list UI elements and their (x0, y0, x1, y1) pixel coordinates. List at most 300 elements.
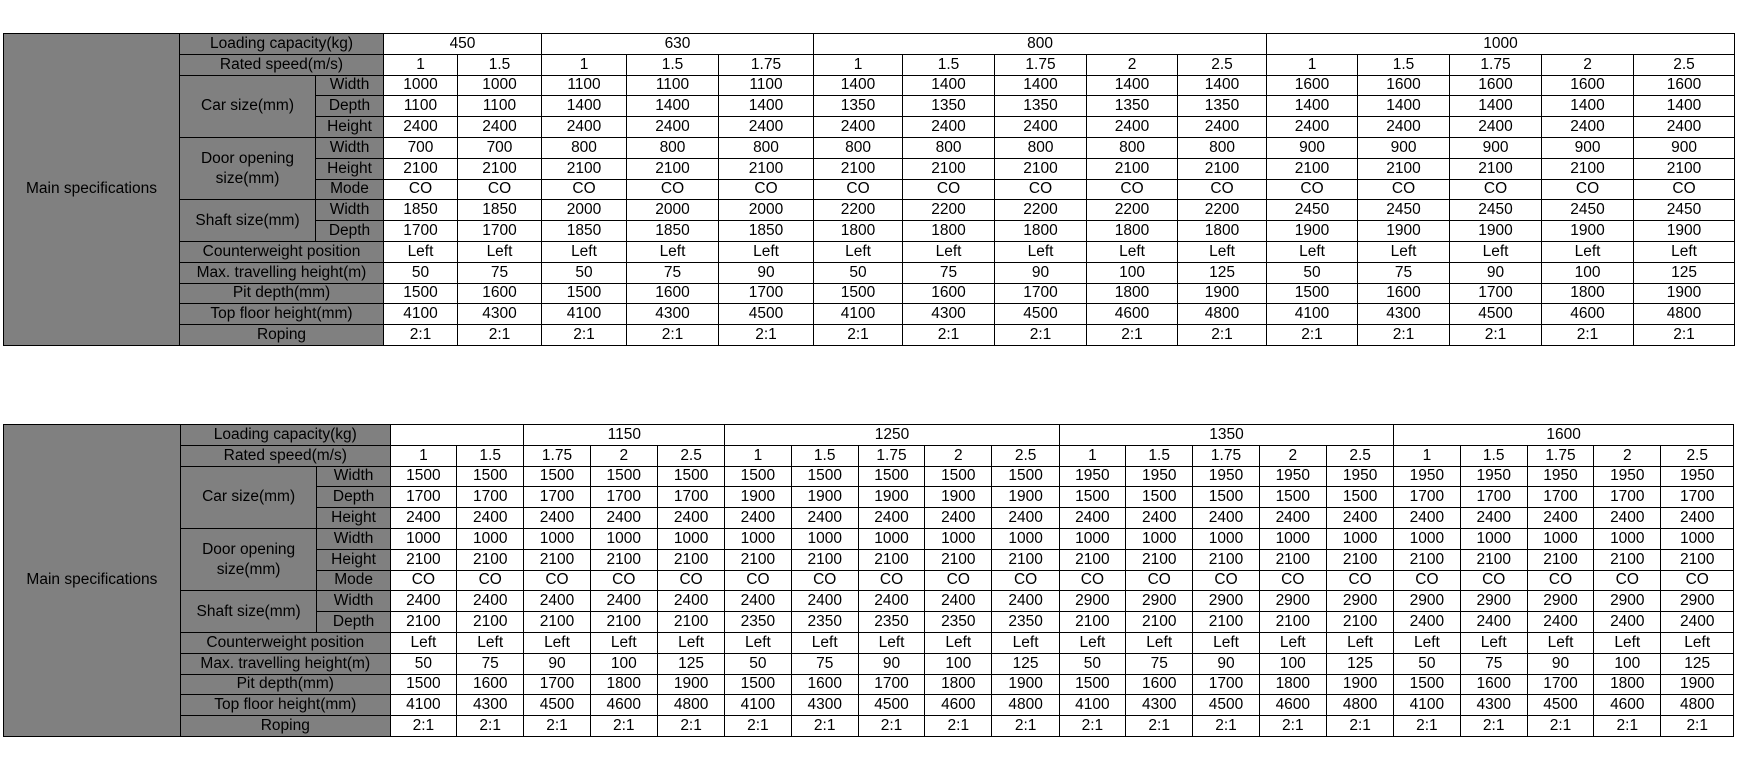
rated-speed-value: 2 (590, 445, 657, 466)
car-width-value: 1950 (1326, 466, 1393, 487)
car-depth-value: 1500 (1059, 487, 1125, 508)
door-width-value: 1000 (590, 528, 657, 549)
car-height-value: 2400 (458, 117, 542, 138)
door-height-value: 2100 (1087, 158, 1178, 179)
capacity-group (390, 425, 524, 446)
car-depth-value: 1700 (1460, 487, 1527, 508)
top-floor-height-value: 4800 (992, 695, 1059, 716)
car-depth-value: 1700 (1661, 487, 1734, 508)
shaft-depth-value: 2400 (1394, 612, 1460, 633)
shaft-width-value: 2900 (1460, 591, 1527, 612)
top-floor-height-value: 4500 (1527, 695, 1593, 716)
capacity-group: 1150 (524, 425, 725, 446)
top-floor-height-value: 4300 (903, 304, 995, 325)
car-width-value: 1500 (925, 466, 992, 487)
door-height-value: 2100 (590, 549, 657, 570)
car-width-value: 1400 (1178, 75, 1267, 96)
shaft-width-value: 2400 (858, 591, 924, 612)
door-mode-value: CO (992, 570, 1059, 591)
car-depth-value: 1400 (719, 96, 814, 117)
pit-depth-value: 1600 (458, 283, 542, 304)
car-width-value: 1500 (725, 466, 791, 487)
door-height-value: 2100 (524, 549, 590, 570)
roping-value: 2:1 (858, 716, 924, 737)
door-width-value: 1000 (725, 528, 791, 549)
car-width-value: 1950 (1527, 466, 1593, 487)
car-height-value: 2400 (858, 508, 924, 529)
door-mode-value: CO (1394, 570, 1460, 591)
door-width-label: Width (317, 528, 390, 549)
rated-speed-value: 1.75 (995, 54, 1087, 75)
shaft-width-value: 2900 (1126, 591, 1193, 612)
door-mode-value: CO (1661, 570, 1734, 591)
max-travelling-height-value: 75 (457, 653, 524, 674)
door-width-value: 1000 (1594, 528, 1661, 549)
shaft-depth-label: Depth (316, 221, 384, 242)
car-height-value: 2400 (1087, 117, 1178, 138)
roping-row (4, 716, 1734, 737)
rated-speed-value: 2.5 (1661, 445, 1734, 466)
car-size-label: Car size(mm) (180, 466, 317, 528)
car-height-value: 2400 (1661, 508, 1734, 529)
car-width-value: 1950 (1259, 466, 1326, 487)
roping-value: 2:1 (1193, 716, 1259, 737)
shaft-width-value: 2450 (1267, 200, 1358, 221)
roping-value: 2:1 (542, 325, 627, 346)
top-floor-height-value: 4800 (1634, 304, 1735, 325)
door-mode-value: CO (1542, 179, 1634, 200)
shaft-depth-value: 1800 (814, 221, 903, 242)
top-floor-height-value: 4500 (719, 304, 814, 325)
door-height-label: Height (316, 158, 384, 179)
capacity-group: 1350 (1059, 425, 1394, 446)
pit-depth-value: 1600 (1460, 674, 1527, 695)
door-width-value: 1000 (457, 528, 524, 549)
door-mode-value: CO (542, 179, 627, 200)
door-height-value: 2100 (1267, 158, 1358, 179)
rated-speed-value: 2.5 (1326, 445, 1393, 466)
top-floor-height-value: 4300 (1460, 695, 1527, 716)
car-depth-value: 1900 (992, 487, 1059, 508)
door-height-value: 2100 (1193, 549, 1259, 570)
counterweight-position-value: Left (542, 241, 627, 262)
max-travelling-height-value: 50 (542, 262, 627, 283)
counterweight-position-value: Left (992, 632, 1059, 653)
car-height-value: 2400 (725, 508, 791, 529)
max-travelling-height-value: 90 (858, 653, 924, 674)
door-mode-label: Mode (316, 179, 384, 200)
car-width-value: 1400 (995, 75, 1087, 96)
rated-speed-value: 2.5 (1178, 54, 1267, 75)
max-travelling-height-value: 90 (719, 262, 814, 283)
car-width-value: 1500 (791, 466, 858, 487)
counterweight-position-value: Left (1460, 632, 1527, 653)
pit-depth-value: 1600 (1126, 674, 1193, 695)
top-floor-height-value: 4300 (1358, 304, 1450, 325)
max-travelling-height-value: 50 (725, 653, 791, 674)
car-depth-label: Depth (316, 96, 384, 117)
max-travelling-height-value: 90 (1193, 653, 1259, 674)
car-depth-label: Depth (317, 487, 390, 508)
max-travelling-height-value: 75 (1460, 653, 1527, 674)
door-height-value: 2100 (1450, 158, 1542, 179)
rated-speed-value: 1 (384, 54, 458, 75)
door-width-value: 1000 (1259, 528, 1326, 549)
top-floor-height-label: Top floor height(mm) (180, 304, 384, 325)
car-width-value: 1100 (627, 75, 719, 96)
roping-value: 2:1 (1542, 325, 1634, 346)
shaft-depth-value: 1800 (1087, 221, 1178, 242)
pit-depth-value: 1700 (995, 283, 1087, 304)
shaft-width-value: 1850 (458, 200, 542, 221)
shaft-depth-value: 2350 (858, 612, 924, 633)
roping-value: 2:1 (1087, 325, 1178, 346)
door-width-value: 1000 (1460, 528, 1527, 549)
shaft-width-value: 2200 (903, 200, 995, 221)
counterweight-position-value: Left (1594, 632, 1661, 653)
car-height-value: 2400 (925, 508, 992, 529)
car-height-value: 2400 (627, 117, 719, 138)
shaft-size-label: Shaft size(mm) (180, 591, 317, 633)
pit-depth-value: 1700 (524, 674, 590, 695)
spec-table-1 (3, 33, 1735, 346)
door-height-value: 2100 (1594, 549, 1661, 570)
door-mode-value: CO (725, 570, 791, 591)
door-mode-value: CO (719, 179, 814, 200)
shaft-depth-value: 2400 (1527, 612, 1593, 633)
rated-speed-value: 1 (1267, 54, 1358, 75)
car-height-value: 2400 (590, 508, 657, 529)
top-floor-height-value: 4100 (814, 304, 903, 325)
door-mode-value: CO (1126, 570, 1193, 591)
door-width-value: 1000 (1394, 528, 1460, 549)
capacity-group: 1000 (1267, 34, 1735, 55)
roping-value: 2:1 (457, 716, 524, 737)
pit-depth-value: 1800 (1087, 283, 1178, 304)
car-width-value: 1950 (1460, 466, 1527, 487)
top-floor-height-value: 4800 (1178, 304, 1267, 325)
counterweight-position-value: Left (657, 632, 724, 653)
door-height-value: 2100 (1394, 549, 1460, 570)
shaft-width-value: 1850 (384, 200, 458, 221)
shaft-depth-value: 1850 (542, 221, 627, 242)
max-travelling-height-label: Max. travelling height(m) (180, 653, 390, 674)
max-travelling-height-value: 100 (590, 653, 657, 674)
roping-label: Roping (180, 716, 390, 737)
roping-value: 2:1 (1450, 325, 1542, 346)
roping-value: 2:1 (925, 716, 992, 737)
shaft-depth-value: 1900 (1267, 221, 1358, 242)
door-size-label: Door opening size(mm) (180, 528, 317, 590)
max-travelling-height-value: 75 (1358, 262, 1450, 283)
rated-speed-value: 2.5 (657, 445, 724, 466)
car-depth-value: 1350 (903, 96, 995, 117)
car-width-value: 1500 (524, 466, 590, 487)
door-height-value: 2100 (1542, 158, 1634, 179)
pit-depth-value: 1600 (457, 674, 524, 695)
door-height-value: 2100 (1126, 549, 1193, 570)
car-depth-value: 1700 (457, 487, 524, 508)
roping-value: 2:1 (384, 325, 458, 346)
door-height-value: 2100 (725, 549, 791, 570)
door-height-value: 2100 (1634, 158, 1735, 179)
roping-value: 2:1 (814, 325, 903, 346)
max-travelling-height-value: 100 (1594, 653, 1661, 674)
max-travelling-height-value: 50 (1267, 262, 1358, 283)
door-width-value: 800 (542, 137, 627, 158)
rated-speed-row (4, 54, 1735, 75)
top-floor-height-row (4, 304, 1735, 325)
car-height-value: 2400 (542, 117, 627, 138)
roping-value: 2:1 (1661, 716, 1734, 737)
rated-speed-value: 2.5 (992, 445, 1059, 466)
shaft-width-value: 2200 (1087, 200, 1178, 221)
door-height-value: 2100 (657, 549, 724, 570)
car-width-value: 1600 (1542, 75, 1634, 96)
door-height-value: 2100 (791, 549, 858, 570)
car-height-value: 2400 (1126, 508, 1193, 529)
car-width-value: 1400 (814, 75, 903, 96)
top-floor-height-value: 4500 (1450, 304, 1542, 325)
car-width-value: 1400 (903, 75, 995, 96)
shaft-width-value: 2400 (590, 591, 657, 612)
car-depth-value: 1700 (390, 487, 456, 508)
max-travelling-height-value: 50 (384, 262, 458, 283)
counterweight-position-value: Left (1193, 632, 1259, 653)
door-width-label: Width (316, 137, 384, 158)
door-height-value: 2100 (858, 549, 924, 570)
door-width-value: 1000 (390, 528, 456, 549)
counterweight-position-value: Left (1087, 241, 1178, 262)
roping-value: 2:1 (903, 325, 995, 346)
shaft-depth-value: 2100 (1059, 612, 1125, 633)
car-depth-value: 1350 (1178, 96, 1267, 117)
car-height-value: 2400 (814, 117, 903, 138)
top-floor-height-value: 4600 (590, 695, 657, 716)
top-floor-height-value: 4100 (1267, 304, 1358, 325)
rated-speed-value: 1 (1394, 445, 1460, 466)
shaft-width-value: 2400 (992, 591, 1059, 612)
car-depth-value: 1700 (657, 487, 724, 508)
door-mode-value: CO (814, 179, 903, 200)
door-height-value: 2100 (719, 158, 814, 179)
roping-value: 2:1 (657, 716, 724, 737)
door-mode-value: CO (390, 570, 456, 591)
door-height-value: 2100 (1326, 549, 1393, 570)
door-width-value: 700 (384, 137, 458, 158)
shaft-width-value: 2900 (1394, 591, 1460, 612)
shaft-depth-value: 2350 (992, 612, 1059, 633)
main-specifications-label: Main specifications (4, 34, 180, 346)
shaft-width-value: 2400 (390, 591, 456, 612)
pit-depth-value: 1800 (925, 674, 992, 695)
door-mode-value: CO (590, 570, 657, 591)
shaft-depth-value: 2100 (590, 612, 657, 633)
shaft-width-value: 2200 (814, 200, 903, 221)
spec-table-2-body (4, 425, 1734, 737)
door-height-value: 2100 (1059, 549, 1125, 570)
pit-depth-value: 1500 (1267, 283, 1358, 304)
main-specifications-label: Main specifications (4, 425, 181, 737)
roping-row (4, 325, 1735, 346)
door-mode-value: CO (384, 179, 458, 200)
door-height-value: 2100 (925, 549, 992, 570)
loading-capacity-row (4, 425, 1734, 446)
car-height-value: 2400 (1326, 508, 1393, 529)
door-height-value: 2100 (1661, 549, 1734, 570)
door-mode-value: CO (1450, 179, 1542, 200)
door-width-value: 700 (458, 137, 542, 158)
car-depth-value: 1400 (1542, 96, 1634, 117)
rated-speed-value: 2 (1542, 54, 1634, 75)
car-height-value: 2400 (1594, 508, 1661, 529)
shaft-depth-value: 1900 (1542, 221, 1634, 242)
roping-value: 2:1 (1594, 716, 1661, 737)
top-floor-height-value: 4100 (542, 304, 627, 325)
counterweight-position-value: Left (390, 632, 456, 653)
rated-speed-value: 1.5 (903, 54, 995, 75)
roping-value: 2:1 (725, 716, 791, 737)
top-floor-height-value: 4500 (858, 695, 924, 716)
shaft-depth-value: 2400 (1594, 612, 1661, 633)
top-floor-height-value: 4600 (1259, 695, 1326, 716)
door-width-value: 800 (995, 137, 1087, 158)
door-mode-label: Mode (317, 570, 390, 591)
counterweight-position-value: Left (1542, 241, 1634, 262)
car-height-value: 2400 (995, 117, 1087, 138)
top-floor-height-value: 4800 (1326, 695, 1393, 716)
rated-speed-value: 1.5 (457, 445, 524, 466)
counterweight-position-value: Left (1450, 241, 1542, 262)
door-mode-value: CO (858, 570, 924, 591)
pit-depth-value: 1700 (1193, 674, 1259, 695)
shaft-width-value: 2400 (791, 591, 858, 612)
pit-depth-value: 1500 (390, 674, 456, 695)
pit-depth-label: Pit depth(mm) (180, 283, 384, 304)
shaft-depth-value: 2350 (725, 612, 791, 633)
door-width-value: 800 (627, 137, 719, 158)
door-height-value: 2100 (384, 158, 458, 179)
rated-speed-value: 2 (1259, 445, 1326, 466)
car-width-value: 1950 (1394, 466, 1460, 487)
car-width-value: 1500 (657, 466, 724, 487)
counterweight-position-value: Left (590, 632, 657, 653)
counterweight-position-value: Left (791, 632, 858, 653)
car-height-value: 2400 (1460, 508, 1527, 529)
max-travelling-height-value: 75 (627, 262, 719, 283)
shaft-depth-value: 2100 (1259, 612, 1326, 633)
counterweight-position-label: Counterweight position (180, 241, 384, 262)
spec-table-2 (3, 424, 1734, 737)
pit-depth-value: 1500 (384, 283, 458, 304)
pit-depth-value: 1600 (903, 283, 995, 304)
pit-depth-value: 1800 (590, 674, 657, 695)
roping-value: 2:1 (524, 716, 590, 737)
car-height-value: 2400 (1450, 117, 1542, 138)
door-mode-value: CO (458, 179, 542, 200)
roping-value: 2:1 (995, 325, 1087, 346)
pit-depth-row (4, 283, 1735, 304)
car-depth-value: 1900 (858, 487, 924, 508)
shaft-depth-value: 1900 (1450, 221, 1542, 242)
counterweight-position-value: Left (1394, 632, 1460, 653)
capacity-group: 630 (542, 34, 814, 55)
shaft-width-value: 2450 (1634, 200, 1735, 221)
max-travelling-height-value: 100 (1087, 262, 1178, 283)
top-floor-height-value: 4100 (390, 695, 456, 716)
max-travelling-height-value: 50 (1394, 653, 1460, 674)
counterweight-position-value: Left (1527, 632, 1593, 653)
door-size-label: Door opening size(mm) (180, 137, 316, 199)
shaft-width-value: 2900 (1059, 591, 1125, 612)
shaft-width-value: 2000 (719, 200, 814, 221)
max-travelling-height-value: 75 (1126, 653, 1193, 674)
rated-speed-value: 1.5 (1126, 445, 1193, 466)
shaft-width-value: 2200 (1178, 200, 1267, 221)
shaft-width-value: 2900 (1527, 591, 1593, 612)
max-travelling-height-value: 100 (925, 653, 992, 674)
max-travelling-height-value: 75 (791, 653, 858, 674)
car-depth-value: 1400 (627, 96, 719, 117)
shaft-width-label: Width (317, 591, 390, 612)
top-floor-height-row (4, 695, 1734, 716)
car-width-value: 1950 (1594, 466, 1661, 487)
rated-speed-value: 2 (1594, 445, 1661, 466)
top-floor-height-value: 4800 (657, 695, 724, 716)
rated-speed-value: 1 (725, 445, 791, 466)
rated-speed-value: 1.5 (458, 54, 542, 75)
top-floor-height-value: 4600 (1594, 695, 1661, 716)
car-height-value: 2400 (1193, 508, 1259, 529)
counterweight-position-value: Left (458, 241, 542, 262)
max-travelling-height-value: 125 (1326, 653, 1393, 674)
shaft-depth-value: 2100 (390, 612, 456, 633)
car-height-value: 2400 (384, 117, 458, 138)
door-height-value: 2100 (1358, 158, 1450, 179)
door-width-value: 1000 (1193, 528, 1259, 549)
max-travelling-height-row (4, 262, 1735, 283)
max-travelling-height-row (4, 653, 1734, 674)
roping-value: 2:1 (992, 716, 1059, 737)
roping-value: 2:1 (719, 325, 814, 346)
rated-speed-value: 1.75 (1527, 445, 1593, 466)
car-height-value: 2400 (1527, 508, 1593, 529)
counterweight-position-label: Counterweight position (180, 632, 390, 653)
door-mode-value: CO (1594, 570, 1661, 591)
roping-value: 2:1 (627, 325, 719, 346)
shaft-depth-value: 1850 (627, 221, 719, 242)
top-floor-height-value: 4500 (524, 695, 590, 716)
car-width-value: 1600 (1634, 75, 1735, 96)
car-height-value: 2400 (390, 508, 456, 529)
shaft-width-value: 2000 (542, 200, 627, 221)
pit-depth-value: 1700 (1527, 674, 1593, 695)
door-width-value: 900 (1358, 137, 1450, 158)
door-width-value: 900 (1542, 137, 1634, 158)
shaft-width-value: 2450 (1450, 200, 1542, 221)
door-width-value: 1000 (1059, 528, 1125, 549)
counterweight-position-value: Left (995, 241, 1087, 262)
rated-speed-label: Rated speed(m/s) (180, 445, 390, 466)
rated-speed-value: 1.5 (1460, 445, 1527, 466)
counterweight-position-value: Left (457, 632, 524, 653)
rated-speed-value: 1.75 (1193, 445, 1259, 466)
shaft-depth-value: 1900 (1634, 221, 1735, 242)
car-depth-value: 1400 (1267, 96, 1358, 117)
car-height-value: 2400 (1394, 508, 1460, 529)
top-floor-height-value: 4100 (1394, 695, 1460, 716)
capacity-group: 450 (384, 34, 542, 55)
